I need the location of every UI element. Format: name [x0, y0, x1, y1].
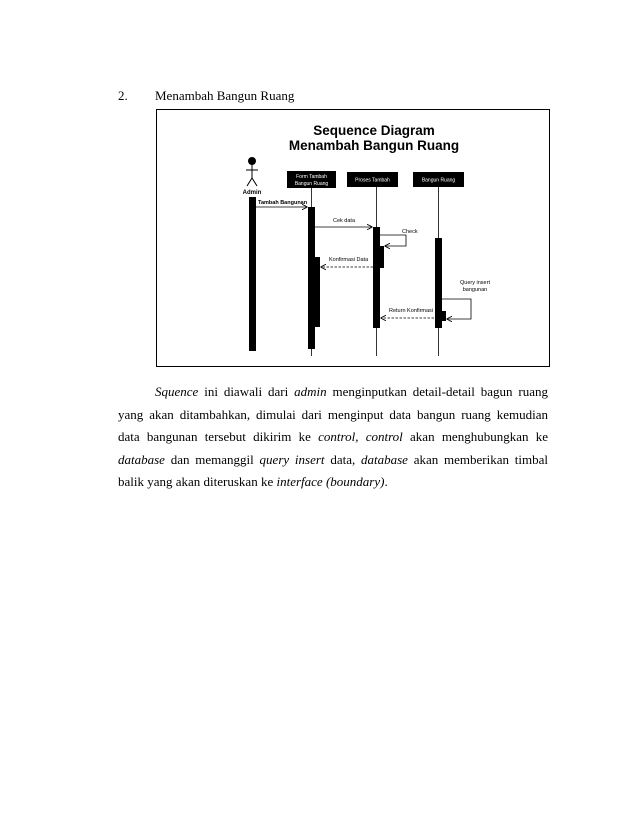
activation-bangun-nested — [442, 311, 446, 321]
activation-proses — [373, 227, 380, 328]
term-interface: interface (boundary) — [276, 474, 385, 490]
text-span: ini diawali dari — [198, 384, 295, 399]
term-database: database — [118, 451, 165, 467]
section-title: Menambah Bangun Ruang — [155, 88, 295, 103]
message-query-label-2: bangunan — [462, 287, 488, 293]
lifeline-bangun-label: Bangun Ruang — [421, 177, 456, 184]
diagram-title-line2: Menambah Bangun Ruang — [288, 138, 460, 153]
message-konfirmasi-label: Konfirmasi Data — [329, 257, 369, 263]
message-tambah-label: Tambah Bangunan — [258, 200, 308, 206]
text-span: . — [384, 474, 388, 490]
text-span: akan memberikan timbal balik yang akan diteruskan ke — [118, 451, 549, 490]
activation-proses-nested — [380, 246, 384, 268]
lifeline-proses-label: Proses Tambah — [355, 177, 390, 184]
actor-label: Admin — [242, 190, 262, 196]
message-return-label: Return Konfirmasi — [389, 308, 434, 314]
term-database: database — [361, 451, 408, 467]
text-span: menginputkan detail-detail bagun ruang yang akan ditambahkan, dimulai dari menginput data bangun ruang kemudian data bangunan tersebut dikirim ke — [118, 384, 548, 445]
activation-bangun — [435, 238, 442, 328]
activation-form-nested — [315, 257, 320, 327]
text-span: dan memanggil — [164, 451, 260, 467]
text-span: akan menghubungkan ke — [402, 429, 548, 445]
term-control: control, control — [318, 429, 403, 445]
lifeline-form-label-2: Bangun Ruang — [294, 181, 329, 187]
description-paragraph — [118, 381, 548, 494]
lifeline-form-label-1: Form Tambah — [296, 174, 327, 180]
activation-form — [308, 207, 315, 349]
message-check-label: Check — [402, 229, 418, 235]
term-query-insert: query insert — [259, 451, 325, 467]
sequence-diagram — [156, 109, 550, 367]
message-query-label-1: Query insert — [460, 280, 490, 286]
term-squence: Squence — [155, 384, 199, 399]
term-admin: admin — [294, 384, 327, 399]
text-span: data, — [324, 451, 361, 467]
message-cek-label: Cek data — [333, 218, 356, 224]
diagram-title-line1: Sequence Diagram — [313, 123, 435, 138]
activation-admin — [249, 197, 256, 351]
section-heading — [118, 88, 294, 104]
section-number: 2. — [118, 88, 128, 103]
